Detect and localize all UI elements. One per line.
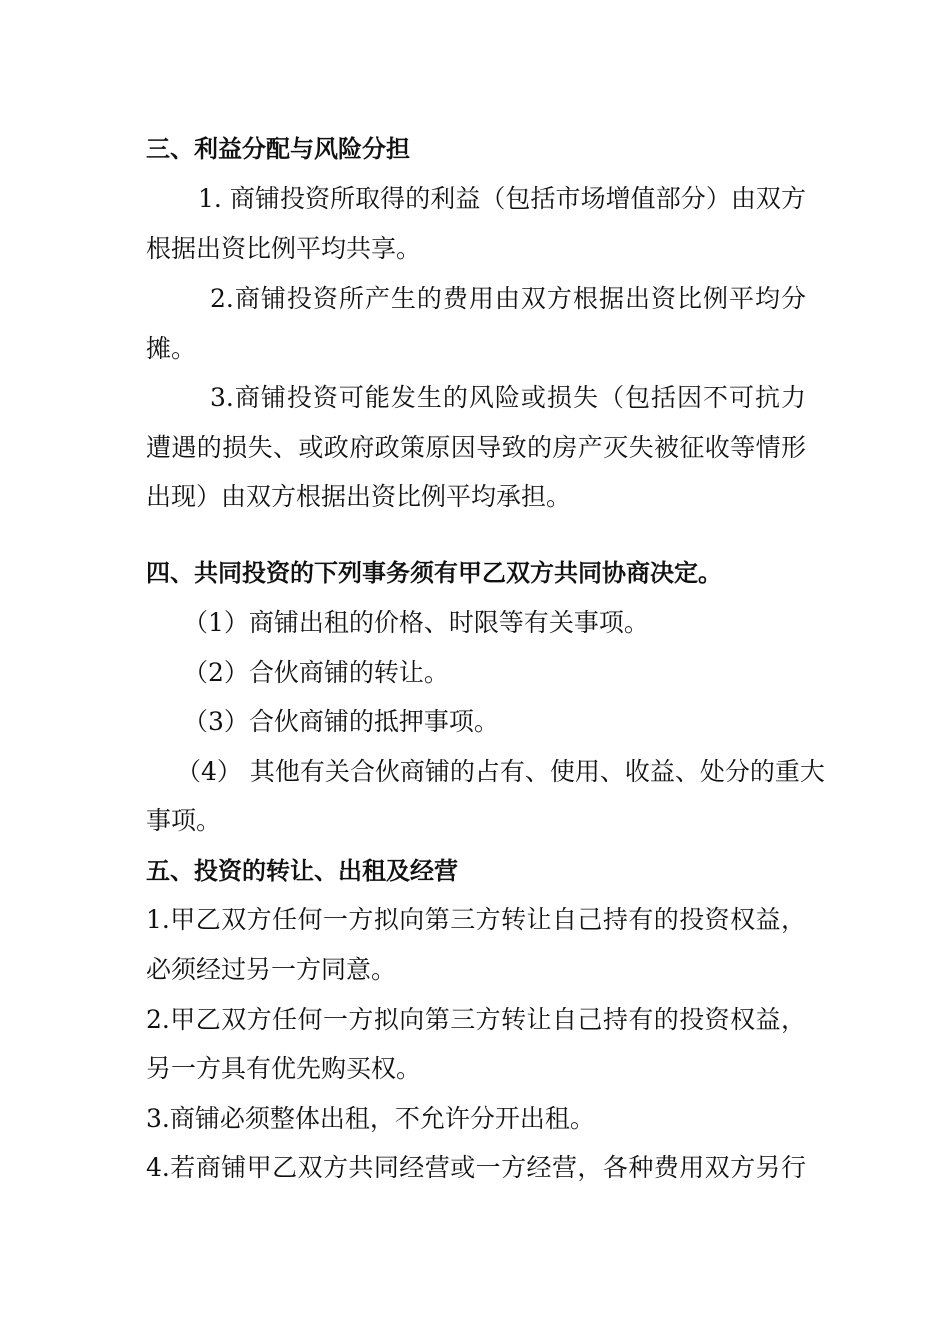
section-5-item-3: 3.商铺必须整体出租，不允许分开出租。	[146, 1104, 595, 1133]
section-3-item-3-line-2: 遭遇的损失、或政府政策原因导致的房产灭失被征收等情形	[146, 433, 806, 462]
section-3-item-3-line-1: 3.商铺投资可能发生的风险或损失（包括因不可抗力	[210, 383, 806, 412]
section-3-item-2-line-1: 2.商铺投资所产生的费用由双方根据出资比例平均分	[210, 284, 806, 313]
section-4-item-4-line-1: （4） 其他有关合伙商铺的占有、使用、收益、处分的重大	[176, 757, 825, 786]
section-5-item-1-line-1: 1.甲乙双方任何一方拟向第三方转让自己持有的投资权益，	[146, 905, 806, 934]
section-3-item-1-line-1: 1. 商铺投资所取得的利益（包括市场增值部分）由双方	[198, 184, 806, 213]
section-4-heading: 四、共同投资的下列事务须有甲乙双方共同协商决定。	[146, 559, 722, 587]
section-5-item-1-line-2: 必须经过另一方同意。	[146, 955, 397, 984]
section-3-item-2-line-2: 摊。	[146, 334, 197, 363]
section-3-item-1-line-2: 根据出资比例平均共享。	[146, 234, 422, 263]
section-5-item-2-line-2: 另一方具有优先购买权。	[146, 1054, 422, 1083]
section-4-item-3: （3）合伙商铺的抵押事项。	[183, 707, 499, 736]
section-4-item-1: （1）商铺出租的价格、时限等有关事项。	[183, 608, 649, 637]
section-4-item-4-line-2: 事项。	[146, 806, 222, 835]
section-5-heading: 五、投资的转让、出租及经营	[146, 857, 458, 885]
section-5-item-2-line-1: 2.甲乙双方任何一方拟向第三方转让自己持有的投资权益，	[146, 1005, 806, 1034]
section-4-item-2: （2）合伙商铺的转让。	[183, 658, 449, 687]
section-5-item-4-line-1: 4.若商铺甲乙双方共同经营或一方经营，各种费用双方另行	[146, 1153, 806, 1182]
section-3-heading: 三、利益分配与风险分担	[146, 135, 410, 163]
section-3-item-3-line-3: 出现）由双方根据出资比例平均承担。	[146, 482, 572, 511]
